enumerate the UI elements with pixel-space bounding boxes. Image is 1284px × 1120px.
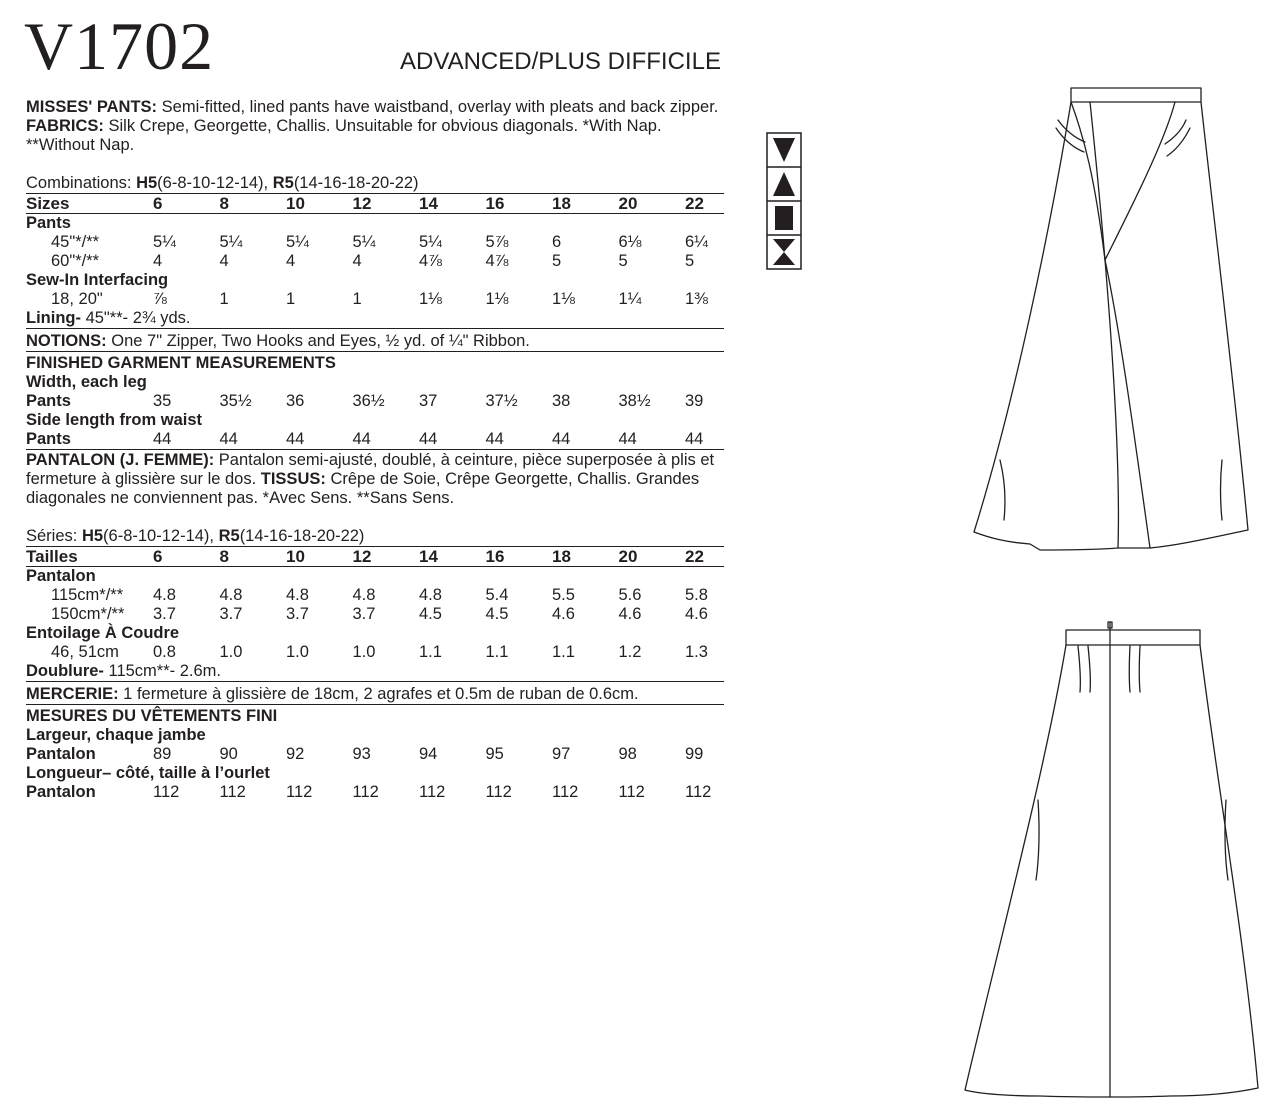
size-cell: 22 [685, 194, 704, 213]
width-row [26, 392, 724, 411]
size-cell: 5⅞ [485, 233, 509, 251]
size-cell: 5¼ [419, 233, 442, 251]
pants-yardage [26, 233, 724, 271]
row-label: 150cm*/** [51, 605, 125, 623]
size-cell: 8 [219, 547, 229, 566]
size-cell: 112 [286, 783, 313, 801]
size-cell: 4.5 [485, 605, 509, 623]
size-cell: 4.8 [419, 586, 442, 604]
size-cell: 112 [552, 783, 579, 801]
yardage-row [26, 252, 724, 271]
row-label: Pantalon [26, 745, 96, 763]
size-cell: 4.5 [419, 605, 442, 623]
french-pants-label: Pantalon [26, 567, 96, 585]
size-cell: 112 [352, 783, 379, 801]
french-combo-r5: R5 [218, 527, 240, 545]
size-cell: 1.0 [286, 643, 309, 661]
size-cell: 37 [419, 392, 438, 410]
size-cell: 1.3 [685, 643, 708, 661]
size-cell: 6¼ [685, 233, 708, 251]
combo-r5-sizes: (14-16-18-20-22) [293, 174, 419, 192]
size-cell: 44 [352, 430, 371, 448]
combo-h5-sizes: (6-8-10-12-14), [157, 174, 273, 192]
size-cell: 38 [552, 392, 571, 410]
notions-text: One 7" Zipper, Two Hooks and Eyes, ½ yd. of ¼" Ribbon. [106, 332, 530, 350]
row-label: Tailles [26, 547, 78, 566]
size-cell: 1.0 [352, 643, 376, 661]
size-cell: 5.6 [618, 586, 642, 604]
size-cell: 3.7 [153, 605, 176, 623]
french-lining-line [26, 662, 724, 682]
size-cell: 5¼ [286, 233, 309, 251]
size-cell: 4.8 [352, 586, 376, 604]
size-cell: 44 [618, 430, 637, 448]
french-description-title: PANTALON (J. FEMME): [26, 451, 215, 469]
french-combo-h5-sizes: (6-8-10-12-14), [103, 527, 219, 545]
length-row [26, 430, 724, 450]
yardage-row [26, 290, 724, 309]
size-cell: 1¼ [618, 290, 642, 308]
size-cell: 1.1 [552, 643, 575, 661]
size-cell: 35½ [219, 392, 252, 410]
interfacing-label: Sew-In Interfacing [26, 271, 169, 289]
size-cell: 5 [685, 252, 695, 270]
triangle-up-icon [773, 172, 795, 196]
french-finished-title: MESURES DU VÊTEMENTS FINI [26, 707, 278, 725]
french-combinations [26, 527, 724, 547]
english-description [26, 98, 724, 155]
row-label: 46, 51cm [51, 643, 119, 661]
difficulty-level: ADVANCED/PLUS DIFFICILE [400, 48, 721, 75]
pattern-symbols [766, 132, 802, 270]
size-cell: 4 [153, 252, 163, 270]
size-cell: 4.6 [552, 605, 575, 623]
size-cell: 90 [219, 745, 238, 763]
french-width-row [26, 745, 724, 764]
size-cell: 5.8 [685, 586, 708, 604]
size-cell: 3.7 [352, 605, 376, 623]
fabrics-label: FABRICS: [26, 117, 104, 135]
row-label: 45"*/** [51, 233, 100, 251]
french-description [26, 450, 724, 508]
size-cell: 5 [618, 252, 628, 270]
size-cell: 112 [419, 783, 446, 801]
row-label: 115cm*/** [51, 586, 124, 604]
size-cell: 112 [618, 783, 645, 801]
size-cell: 95 [485, 745, 504, 763]
size-cell: 3.7 [219, 605, 243, 623]
yardage-row [26, 233, 724, 252]
size-cell: 1 [286, 290, 296, 308]
size-cell: 12 [352, 547, 372, 566]
size-cell: 36 [286, 392, 305, 410]
pattern-number: V1702 [24, 8, 215, 84]
size-cell: 10 [286, 194, 305, 213]
row-label: Pantalon [26, 783, 96, 801]
pattern-info [26, 98, 724, 802]
size-cell: 4.6 [618, 605, 642, 623]
lining-line [26, 309, 724, 329]
size-cell: 6 [552, 233, 562, 251]
size-cell: 5.5 [552, 586, 575, 604]
size-cell: 5.4 [485, 586, 509, 604]
size-cell: 44 [286, 430, 305, 448]
french-fabrics-label: TISSUS: [260, 470, 326, 488]
size-cell: 1 [352, 290, 362, 308]
combinations [26, 174, 724, 194]
size-cell: 1⅛ [419, 290, 442, 308]
french-interfacing-label: Entoilage À Coudre [26, 624, 180, 642]
french-notions-line [26, 682, 724, 705]
row-label: Sizes [26, 194, 70, 213]
size-cell: 4.6 [685, 605, 708, 623]
size-cell: 18 [552, 194, 571, 213]
lining-text: 45"**- 2¾ yds. [80, 309, 191, 327]
size-cell: 39 [685, 392, 704, 410]
size-cell: 99 [685, 745, 704, 763]
size-cell: 37½ [485, 392, 518, 410]
sizes-header [26, 194, 724, 214]
size-cell: 4 [219, 252, 229, 270]
size-cell: 44 [552, 430, 571, 448]
size-cell: 44 [485, 430, 504, 448]
lining-label: Lining- [26, 309, 81, 327]
size-cell: 18 [552, 547, 571, 566]
hourglass-icon [773, 239, 795, 265]
size-cell: 0.8 [153, 643, 176, 661]
notions-line [26, 329, 724, 352]
size-cell: 6 [153, 547, 163, 566]
triangle-down-icon [773, 138, 795, 162]
size-cell: 4⅞ [419, 252, 442, 270]
french-length-row [26, 783, 724, 802]
combo-h5: H5 [136, 174, 158, 192]
french-length-label: Longueur– côté, taille à l’ourlet [26, 764, 270, 782]
size-cell: 93 [352, 745, 371, 763]
size-cell: 89 [153, 745, 172, 763]
french-width-label: Largeur, chaque jambe [26, 726, 206, 744]
notions-label: NOTIONS: [26, 332, 107, 350]
french-interfacing-yardage [26, 643, 724, 662]
size-cell: 22 [685, 547, 704, 566]
size-cell: 5 [552, 252, 562, 270]
combo-r5: R5 [272, 174, 294, 192]
french-lining-text: 115cm**- 2.6m. [103, 662, 221, 680]
size-cell: 1⅜ [685, 290, 708, 308]
size-cell: 6⅛ [618, 233, 642, 251]
size-cell: 112 [485, 783, 512, 801]
size-cell: 10 [286, 547, 305, 566]
size-cell: 5¼ [219, 233, 243, 251]
size-cell: 6 [153, 194, 163, 213]
size-cell: 20 [618, 547, 638, 566]
size-cell: 112 [685, 783, 712, 801]
french-fabrics-text: Crêpe de Soie, Crêpe Georgette, Challis. Grandes diagonales ne conviennent pas. *Avec Sens. **Sans Sens. [26, 470, 700, 507]
size-cell: 36½ [352, 392, 385, 410]
size-cell: 98 [618, 745, 637, 763]
size-cell: 8 [219, 194, 229, 213]
size-cell: 4 [352, 252, 362, 270]
width-label: Width, each leg [26, 373, 147, 391]
pants-label: Pants [26, 214, 71, 232]
size-cell: 4.8 [286, 586, 309, 604]
size-cell: 4 [286, 252, 296, 270]
size-cell: 94 [419, 745, 438, 763]
size-cell: 112 [153, 783, 180, 801]
size-cell: 1 [219, 290, 229, 308]
size-cell: 12 [352, 194, 372, 213]
size-cell: 1.1 [419, 643, 442, 661]
size-cell: 97 [552, 745, 571, 763]
size-cell: 16 [485, 547, 505, 566]
size-cell: 1⅛ [552, 290, 575, 308]
french-pants-yardage [26, 586, 724, 624]
size-cell: 44 [219, 430, 238, 448]
size-cell: 38½ [618, 392, 651, 410]
size-cell: 44 [419, 430, 438, 448]
fabrics-text: Silk Crepe, Georgette, Challis. Unsuitable for obvious diagonals. *With Nap. **Without Nap. [26, 117, 662, 154]
length-label: Side length from waist [26, 411, 203, 429]
size-cell: 5¼ [153, 233, 176, 251]
size-cell: 92 [286, 745, 305, 763]
size-cell: 1⅛ [485, 290, 509, 308]
french-combo-r5-sizes: (14-16-18-20-22) [239, 527, 365, 545]
row-label: Pants [26, 392, 71, 410]
description-title: MISSES' PANTS: [26, 98, 158, 116]
yardage-row [26, 586, 724, 605]
combinations-label: Combinations: [26, 174, 137, 192]
size-cell: 44 [153, 430, 172, 448]
size-cell: 4.8 [153, 586, 176, 604]
row-label: 60"*/** [51, 252, 100, 270]
finished-title: FINISHED GARMENT MEASUREMENTS [26, 354, 336, 372]
french-notions-label: MERCERIE: [26, 685, 119, 703]
pants-front-view-illustration [960, 80, 1260, 560]
size-cell: 4.8 [219, 586, 243, 604]
size-cell: 5¼ [352, 233, 376, 251]
size-cell: 20 [618, 194, 638, 213]
row-label: Pants [26, 430, 71, 448]
size-cell: 4⅞ [485, 252, 509, 270]
french-combo-h5: H5 [81, 527, 104, 545]
pants-back-view-illustration [960, 620, 1260, 1100]
yardage-row [26, 643, 724, 662]
french-combinations-label: Séries: [26, 527, 82, 545]
square-icon [775, 206, 793, 230]
size-cell: 3.7 [286, 605, 309, 623]
size-cell: 1.0 [219, 643, 243, 661]
size-cell: 1.2 [618, 643, 642, 661]
size-cell: 14 [419, 194, 438, 213]
french-description-text: Pantalon semi-ajusté, doublé, à ceinture, pièce superposée à plis et fermeture à glissière sur le dos. [26, 451, 715, 488]
size-cell: 35 [153, 392, 172, 410]
french-notions-text: 1 fermeture à glissière de 18cm, 2 agrafes et 0.5m de ruban de 0.6cm. [118, 685, 639, 703]
row-label: 18, 20" [51, 290, 103, 308]
size-cell: 14 [419, 547, 438, 566]
description-text: Semi-fitted, lined pants have waistband, overlay with pleats and back zipper. [157, 98, 719, 116]
size-cell: 1.1 [485, 643, 509, 661]
size-cell: ⅞ [153, 290, 167, 308]
french-lining-label: Doublure- [26, 662, 104, 680]
interfacing-yardage [26, 290, 724, 309]
size-cell: 44 [685, 430, 704, 448]
size-cell: 112 [219, 783, 246, 801]
yardage-row [26, 605, 724, 624]
french-sizes-header [26, 547, 724, 567]
size-cell: 16 [485, 194, 505, 213]
